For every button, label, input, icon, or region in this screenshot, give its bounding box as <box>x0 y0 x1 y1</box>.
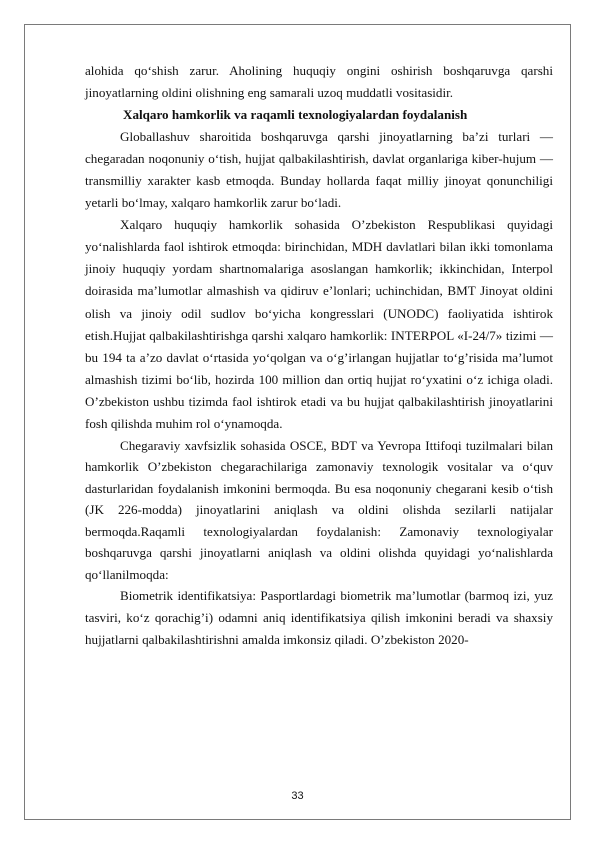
document-body <box>85 60 553 651</box>
section-heading: Xalqaro hamkorlik va raqamli texnologiyalardan foydalanish <box>123 107 468 123</box>
paragraph-border-security: Chegaraviy xavfsizlik sohasida OSCE, BDT va Yevropa Ittifoqi tuzilmalari bilan hamkorlik O’zbekiston chegarachilariga zamonaviy texnologik vositalar va o‘quv dasturlaridan foydalanish imkonini bermoqda. Bu esa noqonuniy chegarani kesib o‘tish (JK 226-modda) jinoyatlarini aniqlash va oldini olishda sezilarli natijalar bermoqda.Raqamli texnologiyalardan foydalanish: Zamonaviy texnologiyalar boshqaruvga qarshi jinoyatlarni aniqlash va oldini olishda quyidagi yo‘nalishlarda qo‘llanilmoqda: <box>85 437 553 582</box>
page-number: 33 <box>291 790 304 802</box>
paragraph-biometric: Biometrik identifikatsiya: Pasportlardagi biometrik ma’lumotlar (barmoq izi, yuz tasviri, ko‘z qorachig’i) odamni aniq identifikatsiya qilish imkonini beradi va shaxsiy hujjatlarni qalbakilashtirishni amalda imkonsiz qiladi. O’zbekiston 2020- <box>85 588 553 648</box>
paragraph-international-cooperation: Xalqaro huquqiy hamkorlik sohasida O’zbekiston Respublikasi quyidagi yo‘nalishlarda faol ishtirok etmoqda: birinchidan, MDH davlatlari bilan ikki tomonlama jinoiy huquqiy yordam shartnomalariga asoslangan hamkorlik; ikkinchidan, Interpol doirasida ma’lumotlar almashish va qidiruv e’lonlari; uchinchidan, BMT Jinoyat oldini olish va jinoiy odil sudlov bo‘yicha kongresslari (UNODC) faoliyatida ishtirok etish.Hujjat qalbakilashtirishga qarshi xalqaro hamkorlik: INTERPOL «I-24/7» tizimi — bu 194 ta a’zo davlat o‘rtasida yo‘qolgan va o‘g’irlangan hujjatlar to‘g’risida ma’lumot almashish tizimi bo‘lib, hozirda 100 million dan ortiq hujjat ro‘yxatini o‘z ichiga oladi. O’zbekiston ushbu tizimda faol ishtirok etadi va bu hujjat qalbakilashtirish jinoyatlarini fosh qilishda muhim rol o‘ynamoqda. <box>85 217 553 431</box>
paragraph-continuation: alohida qo‘shish zarur. Aholining huquqiy ongini oshirish boshqaruvga qarshi jinoyatlarning oldini olishning eng samarali uzoq muddatli vositasidir. <box>85 63 553 101</box>
paragraph-globalization: Globallashuv sharoitida boshqaruvga qarshi jinoyatlarning ba’zi turlari — chegaradan noqonuniy o‘tish, hujjat qalbakilashtirish, davlat organlariga kiber-hujum — transmilliy xarakter kasb etmoqda. Bunday hollarda faqat milliy jinoyat qonunchiligi yetarli bo‘lmay, xalqaro hamkorlik zarur bo‘ladi. <box>85 129 553 211</box>
